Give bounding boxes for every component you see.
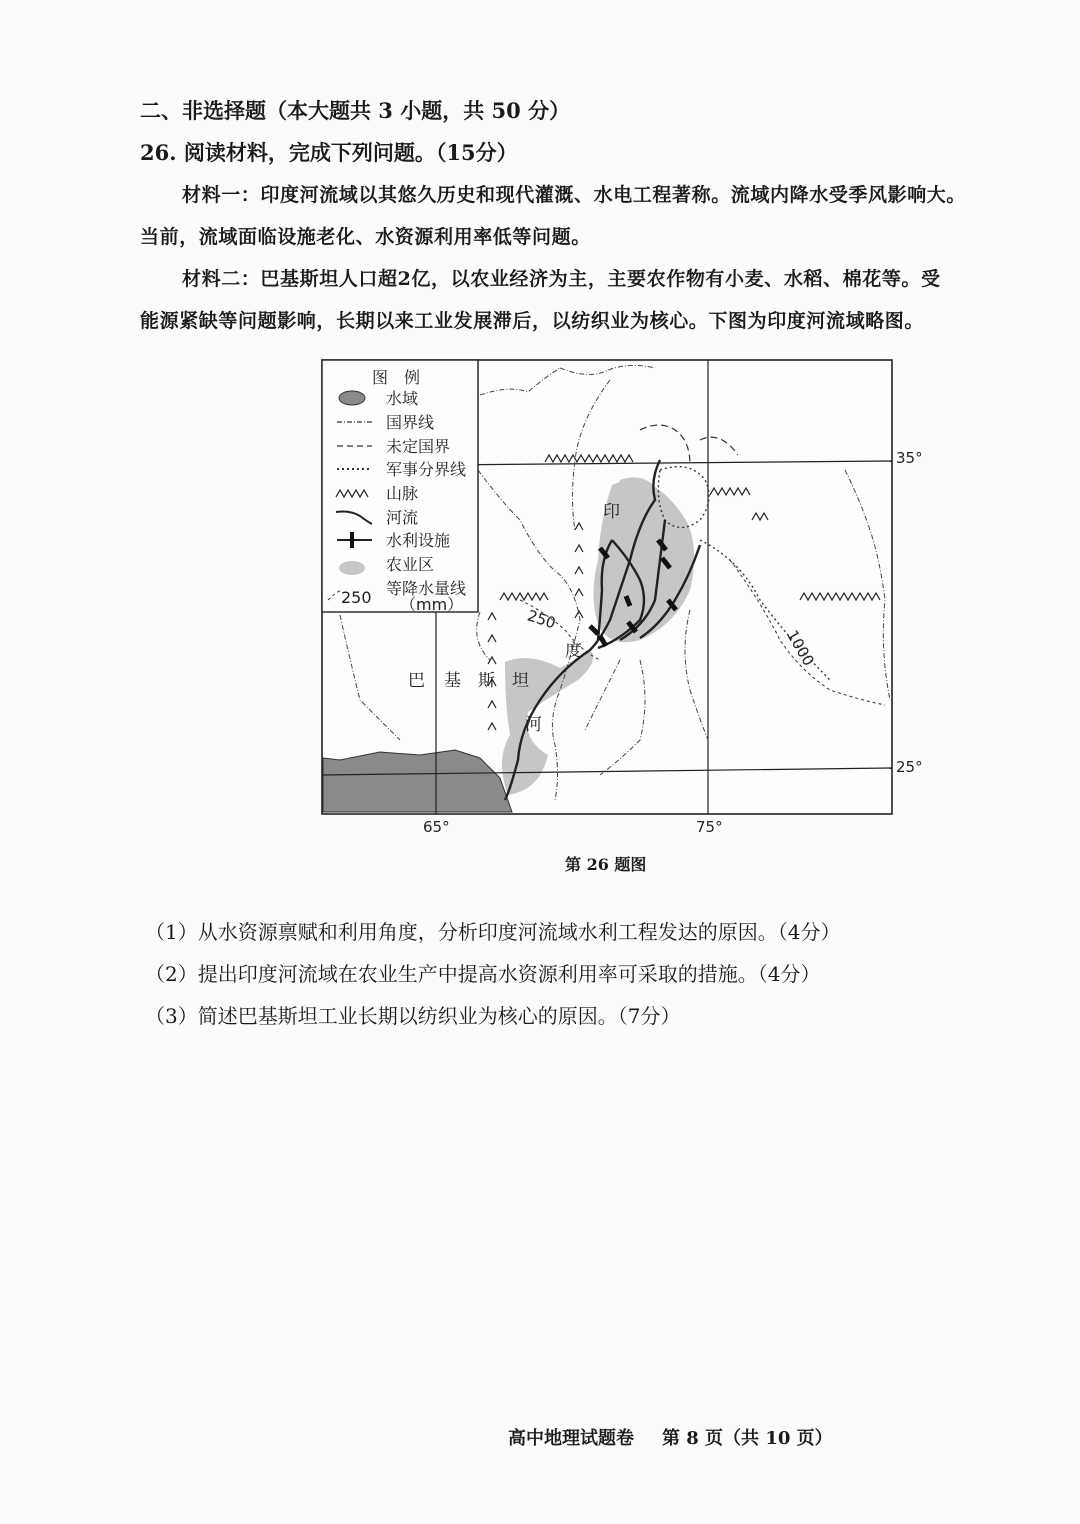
sub-question-3: （3）简述巴基斯坦工业长期以纺织业为核心的原因。（7分） <box>145 1004 681 1028</box>
isohyet-250-label: 250 <box>525 606 558 633</box>
legend-mountain: 山脉 <box>386 484 419 503</box>
longitude-65-label: 65° <box>423 818 450 836</box>
country-char-2: 基 <box>444 671 461 691</box>
country-char-4: 坦 <box>512 671 529 691</box>
material-1-line-2: 当前，流域面临设施老化、水资源利用率低等问题。 <box>140 226 591 248</box>
legend-water-symbol <box>339 391 365 405</box>
material-2-line-2: 能源紧缺等问题影响，长期以来工业发展滞后，以纺织业为核心。下图为印度河流域略图。 <box>140 310 925 332</box>
page-footer <box>508 1424 861 1450</box>
river-char-1: 印 <box>603 502 620 522</box>
paper-title: 高中地理试题卷 <box>508 1428 634 1449</box>
sub-question-2: （2）提出印度河流域在农业生产中提高水资源利用率可采取的措施。（4分） <box>145 962 821 986</box>
legend-water: 水域 <box>386 389 419 408</box>
legend-agriculture: 农业区 <box>386 555 435 574</box>
legend-title: 图 例 <box>372 368 421 387</box>
material-2-line-1: 材料二：巴基斯坦人口超2亿，以农业经济为主，主要农作物有小麦、水稻、棉花等。受 <box>182 268 941 290</box>
legend-isohyet-unit: （mm） <box>400 595 464 614</box>
river-char-3: 河 <box>525 715 542 735</box>
figure-caption: 第 26 题图 <box>565 855 647 874</box>
country-char-3: 斯 <box>478 671 495 691</box>
country-char-1: 巴 <box>408 671 425 691</box>
legend-isohyet: 等降水量线 <box>386 579 467 598</box>
legend-river: 河流 <box>386 508 419 527</box>
latitude-35-label: 35° <box>896 449 923 467</box>
latitude-25-label: 25° <box>896 758 923 776</box>
legend-undetermined: 未定国界 <box>386 437 451 456</box>
material-1-line-1: 材料一：印度河流域以其悠久历史和现代灌溉、水电工程著称。流域内降水受季风影响大。 <box>182 184 967 206</box>
legend-isohyet-sample: 250 <box>341 588 372 607</box>
isohyet-1000-label: 1000 <box>783 626 818 670</box>
river-char-2: 度 <box>565 641 582 661</box>
legend-military: 军事分界线 <box>386 460 467 479</box>
question-title: 26. 阅读材料，完成下列问题。（15分） <box>140 140 518 165</box>
legend-agriculture-symbol <box>339 561 365 575</box>
legend-facility: 水利设施 <box>386 531 451 550</box>
longitude-75-label: 75° <box>696 818 723 836</box>
section-heading: 二、非选择题（本大题共 3 小题，共 50 分） <box>140 98 571 123</box>
legend-boundary: 国界线 <box>386 413 435 432</box>
sub-question-1: （1）从水资源禀赋和利用角度，分析印度河流域水利工程发达的原因。（4分） <box>145 920 841 944</box>
page-info: 第 8 页（共 10 页） <box>662 1428 833 1449</box>
